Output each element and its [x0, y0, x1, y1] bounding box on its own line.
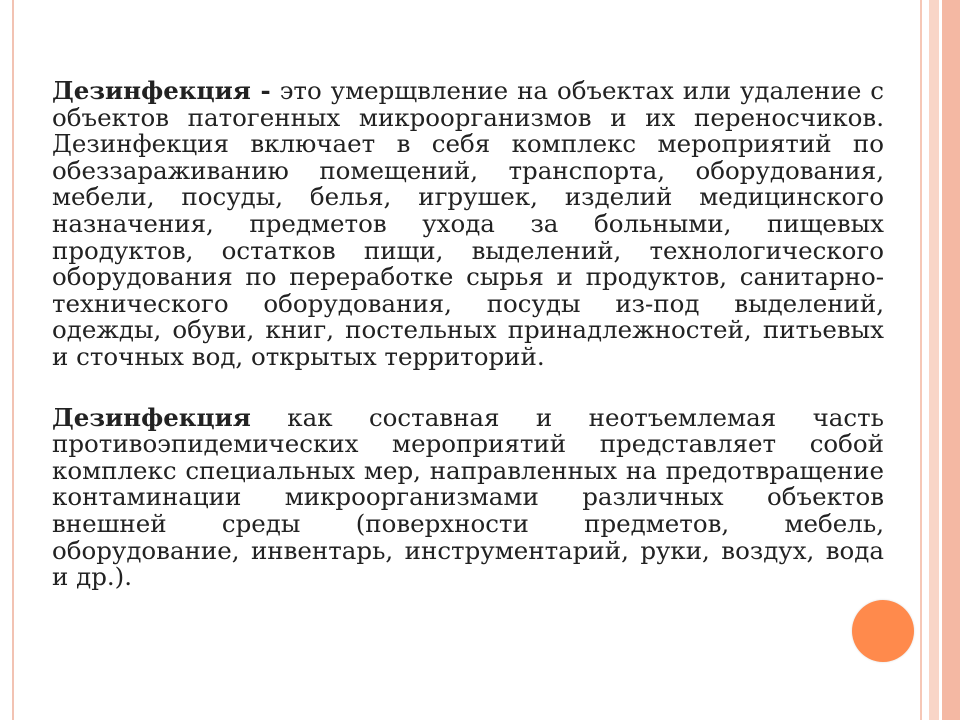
paragraph-text: как составная и неотъемлемая часть противоэпидемических мероприятий представляет собой комплекс специальных мер, направленных на предотвращение контаминации микроорганизмами различных объектов внешней среды (поверхности предметов, мебель, оборудование, инвентарь, инструментарий, руки, воздух, вода и др.).	[52, 402, 884, 592]
paragraph-text: это умерщвление на объектах или удаление с объектов патогенных микроорганизмов и их переносчиков. Дезинфекция включает в себя комплекс мероприятий по обеззараживанию помещений, транспорта, оборудования, мебели, посуды, белья, игрушек, изделий медицинского назначения, предметов ухода за больными, пищевых продуктов, остатков пищи, выделений, технологического оборудования по переработке сырья и продуктов, санитарно-технического оборудования, посуды из-под выделений, одежды, обуви, книг, постельных принадлежностей, питьевых и сточных вод, открытых территорий.	[52, 76, 884, 371]
slide-body	[52, 78, 884, 591]
left-border-line	[12, 0, 14, 720]
orange-circle-decoration	[852, 600, 914, 662]
paragraph-definition	[52, 78, 884, 371]
paragraph-description	[52, 402, 884, 592]
right-decorative-stripes	[920, 0, 960, 720]
term-bold: Дезинфекция	[52, 402, 251, 432]
term-bold: Дезинфекция -	[52, 76, 271, 105]
